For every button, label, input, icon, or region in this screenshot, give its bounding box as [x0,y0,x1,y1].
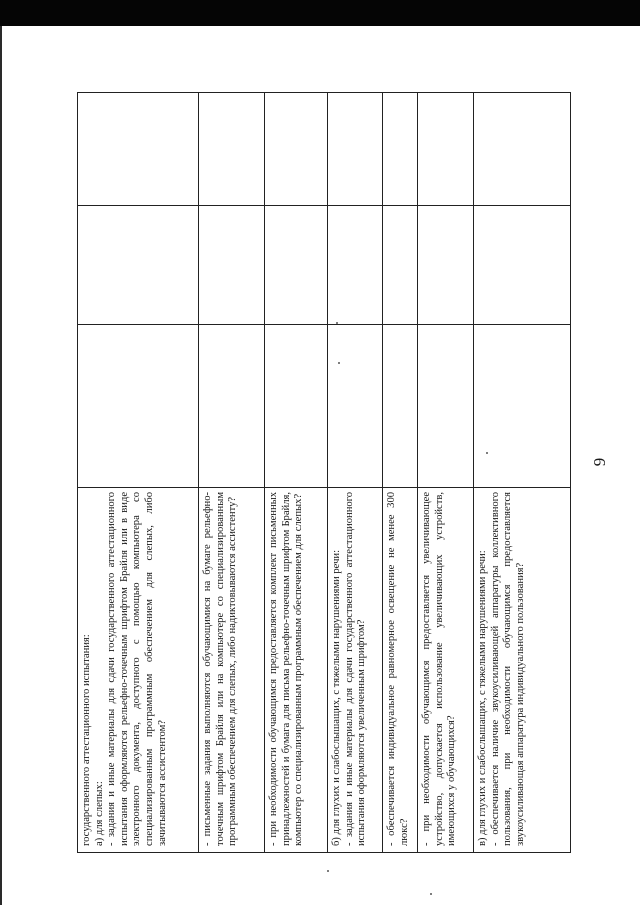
requirement-line: - обеспечивается наличие звукоусиливающей аппаратуры коллективного пользования, при необходимости обучающимся предоставляется звукоусиливающая аппаратура индивидуального пользования? [489,491,526,846]
table-row [418,93,474,852]
empty-cell [383,93,417,205]
requirement-line: - задания и иные материалы для сдачи государственного аттестационного испытания оформляются рельефно-точечным шрифтом Брайля или в виде электронного документа, доступного с помощью компьютера со специализированным программным обеспечением для слепых, либо зачитываются ассистентом? [106,491,168,846]
empty-cell [78,205,198,325]
requirements-table [77,92,571,853]
empty-cell [418,205,473,325]
requirement-line: - при необходимости обучающимся предоставляется увеличивающее устройство, допускается использование увеличивающих устройств, имеющихся у обучающихся? [421,491,458,846]
scan-left-edge [0,26,2,905]
requirement-line: в) для глухих и слабослышащих, с тяжелыми нарушениями речи: [477,550,488,846]
requirement-cell [199,487,264,852]
empty-cell [265,93,327,205]
empty-cell [383,324,417,487]
requirement-line: а) для слепых: [93,781,105,846]
empty-cell [474,93,570,205]
requirement-cell [383,487,417,852]
table-row [328,93,383,852]
empty-cell [78,93,198,205]
requirement-line: - письменные задания выполняются обучающимися на бумаге рельефно-точечным шрифтом Брайля или на компьютере со специализированным программным обеспечением для слепых, либо надиктовываются ассистенту? [202,491,239,846]
empty-cell [418,93,473,205]
scan-speck [486,452,488,454]
table-row [474,93,570,852]
requirement-cell [328,487,382,852]
empty-cell [78,324,198,487]
table-row [383,93,418,852]
requirement-line: - задания и иные материалы для сдачи государственного аттестационного испытания оформляются увеличенным шрифтом? [343,491,368,846]
scan-speck [338,362,340,364]
scan-speck [336,322,338,324]
empty-cell [265,324,327,487]
empty-cell [199,205,264,325]
scan-speck [327,870,329,872]
scan-top-border [0,0,640,26]
page-number: 9 [590,457,609,467]
empty-cell [383,205,417,325]
empty-cell [474,324,570,487]
empty-cell [418,324,473,487]
requirement-line: - при необходимости обучающимся предоставляется комплект письменных принадлежностей и бумага для письма рельефно-точечным шрифтом Брайля, компьютер со специализированным программным обеспечением для слепых? [268,491,305,846]
requirement-cell [474,487,570,852]
table-row [78,93,199,852]
scan-speck [430,893,432,895]
requirement-cell [78,487,198,852]
requirement-line: государственного аттестационного испытания: [81,634,92,846]
requirement-line: б) для глухих и слабослышащих, с тяжелыми нарушениями речи: [331,549,342,846]
empty-cell [199,324,264,487]
empty-cell [265,205,327,325]
empty-cell [199,93,264,205]
empty-cell [328,93,382,205]
table-row [265,93,328,852]
requirement-cell [265,487,327,852]
empty-cell [474,205,570,325]
empty-cell [328,324,382,487]
empty-cell [328,205,382,325]
requirement-line: - обеспечивается индивидуальное равномерное освещение не менее 300 люкс? [386,491,410,846]
requirement-cell [418,487,473,852]
table-row [199,93,265,852]
